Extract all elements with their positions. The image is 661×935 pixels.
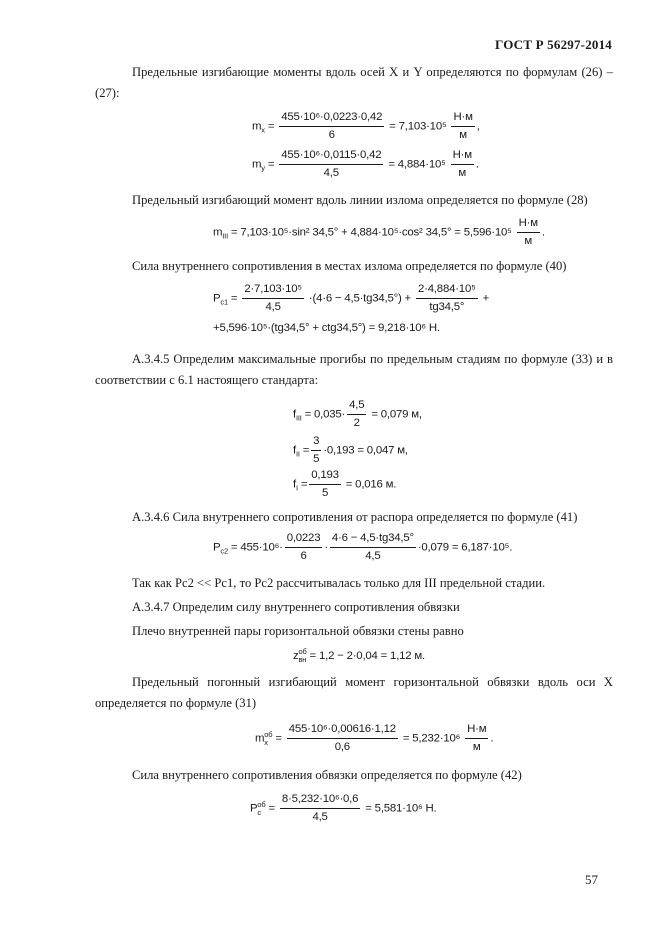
fraction-numerator: 0,193 xyxy=(309,468,341,485)
formula-expression: = 7,103·10⁵·sin² 34,5° + 4,884·10⁵·cos² 34,5° = 5,596·10⁵ xyxy=(230,226,512,239)
formula-prefix: = xyxy=(300,478,308,491)
unit-fraction xyxy=(451,110,474,143)
page-number: 57 xyxy=(585,872,598,887)
formula-index xyxy=(257,801,265,817)
formula-f3 xyxy=(293,398,422,431)
unit-fraction xyxy=(465,722,488,755)
fraction-denominator: 0,6 xyxy=(334,741,350,753)
fraction xyxy=(347,398,366,431)
formula-index xyxy=(264,731,272,747)
paragraph-strapping-resistance: Сила внутреннего сопротивления обвязки определяется по формуле (42) xyxy=(132,768,522,782)
formula-lhs: m xyxy=(252,158,262,171)
paragraph-moments-xy: Предельные изгибающие моменты вдоль осей X и Y определяются по формулам (26) – (27): xyxy=(95,65,613,100)
fraction-numerator: 4·6 − 4,5·tg34,5° xyxy=(330,531,416,548)
formula-result: = 5,232·10⁶ xyxy=(402,732,461,745)
fraction xyxy=(279,110,384,143)
formula-pc-ob: P об c = $\frac{\text{8·5,232·10⁶·0,6}}{4,5}$ = 5,581·10⁶ Н. xyxy=(250,793,437,823)
paragraph-running-moment: Предельный погонный изгибающий момент горизонтальной обвязки вдоль оси X определяется по формуле (31) xyxy=(95,675,613,710)
formula-subscript: III xyxy=(295,413,302,423)
fraction xyxy=(242,282,304,315)
formula-result: ·0,193 = 0,047 м, xyxy=(323,444,408,457)
unit-numerator: Н·м xyxy=(451,110,474,127)
formula-my: $m_y$ = $\frac{\text{455·10⁶·0,0115·0,42}}{4,5}$ = 4,884·10⁵ $\frac{Н\cdot м}{м}$ . xyxy=(252,149,479,179)
formula-lhs: m xyxy=(255,732,265,745)
formula-superscript: об xyxy=(257,799,266,809)
fraction xyxy=(311,434,321,467)
fraction-denominator: 4,5 xyxy=(365,550,381,562)
fraction-numerator: 3 xyxy=(311,434,321,451)
unit-numerator: Н·м xyxy=(451,148,474,165)
formula-mx-ob: m об x = $\frac{\text{455·10⁶·0,00616·1,12}}{0,6}$ = 5,232·10⁶ $\frac{Н\cdot м}{м}$ . xyxy=(255,723,494,753)
formula-prefix: = 0,035· xyxy=(304,408,346,421)
unit-fraction xyxy=(517,216,540,249)
formula-f1 xyxy=(293,468,396,501)
fraction xyxy=(280,792,360,825)
formula-subscript: c1 xyxy=(220,297,228,307)
formula-mx: $m_x$ = $\frac{\text{455·10⁶·0,0223·0,42}}{6}$ = 7,103·10⁵ $\frac{Н\cdot м}{м}$ , xyxy=(252,111,480,141)
formula-subscript: II xyxy=(295,449,300,459)
formula-expression: = 1,2 − 2·0,04 = 1,12 м. xyxy=(309,650,425,663)
formula-f2 xyxy=(293,434,408,467)
paragraph-thrust: А.3.4.6 Сила внутреннего сопротивления от распора определяется по формуле (41) xyxy=(132,510,578,524)
unit-denominator: м xyxy=(524,235,533,247)
fraction-denominator: 4,5 xyxy=(323,167,339,179)
formula-end: . xyxy=(490,732,494,745)
formula-subscript: I xyxy=(295,483,298,493)
fraction xyxy=(285,531,323,564)
formula-pc1-line2: +5,596·10⁵·(tg34,5° + ctg34,5°) = 9,218·10⁶ Н. xyxy=(213,322,440,334)
formula-subscript: вн xyxy=(298,655,307,664)
formula-result: = 4,884·10⁵ xyxy=(388,158,446,171)
unit-numerator: Н·м xyxy=(465,722,488,739)
formula-result: = 0,016 м. xyxy=(345,478,397,491)
formula-pc2: $P_{c2} = 455\cdot 10^6\cdot$ $\frac{0,0223}{6}$ · $\frac{4\cdot 6 - 4,5\cdot tg34,5^\circ}{4,5}$ ·0,079 = 6,187·10⁵. xyxy=(213,532,513,562)
formula-subscript: c xyxy=(257,807,261,817)
fraction xyxy=(287,722,398,755)
formula-end: + xyxy=(482,292,490,305)
document-header: ГОСТ Р 56297-2014 xyxy=(495,37,612,52)
formula-z xyxy=(293,648,425,664)
paragraph-note-pc2: Так как Pc2 << Pc1, то Pc2 рассчитывалась только для III предельной стадии. xyxy=(132,576,546,590)
formula-end: . xyxy=(475,158,479,171)
fraction-denominator: 2 xyxy=(353,417,360,429)
formula-m3 xyxy=(213,216,545,249)
fraction xyxy=(279,148,383,181)
formula-lhs: f xyxy=(293,444,296,457)
fraction-denominator: 6 xyxy=(300,550,307,562)
formula-subscript: III xyxy=(222,231,228,241)
fraction-numerator: 455·10⁶·0,0223·0,42 xyxy=(279,110,384,127)
fraction-numerator: 2·7,103·10⁵ xyxy=(242,282,304,299)
fraction xyxy=(309,468,341,501)
formula-result: ·0,079 = 6,187·10⁵. xyxy=(417,541,513,554)
formula-lhs: P xyxy=(250,802,258,815)
formula-end: . xyxy=(541,226,545,239)
formula-result: = 0,079 м, xyxy=(371,408,422,421)
paragraph-deflections: А.3.4.5 Определим максимальные прогибы по предельным стадиям по формуле (33) и в соответствии с 6.1 настоящего стандарта: xyxy=(95,352,613,387)
fraction-numerator: 4,5 xyxy=(347,398,366,415)
formula-superscript: об xyxy=(298,647,307,656)
fraction xyxy=(330,531,416,564)
formula-result: = 7,103·10⁵ xyxy=(389,120,447,133)
formula-pc1: $P_{c1}$ = $\frac{\text{2·7,103·10⁵}}{4,5}$ ·(4·6 − 4,5·tg34,5°) + $\frac{\text{2·4,884·10⁵}}{tg34,5^\circ}$ + xyxy=(213,283,490,313)
formula-superscript: об xyxy=(264,729,273,739)
formula-result: = 5,581·10⁶ Н. xyxy=(365,802,437,815)
paragraph-moment-break-line: Предельный изгибающий момент вдоль линии излома определяется по формуле (28) xyxy=(132,193,588,207)
fraction-denominator: 5 xyxy=(321,487,329,499)
paragraph-lever-arm: Плечо внутренней пары горизонтальной обвязки стены равно xyxy=(132,624,464,638)
formula-lhs: z xyxy=(293,650,299,663)
fraction-denominator: tg34,5° xyxy=(429,301,465,313)
fraction-numerator: 0,0223 xyxy=(285,531,323,548)
formula-lhs: f xyxy=(293,478,296,491)
formula-lhs: m xyxy=(213,226,223,239)
fraction-denominator: 4,5 xyxy=(265,301,281,313)
formula-subscript: c2 xyxy=(220,546,228,556)
fraction-numerator: 8·5,232·10⁶·0,6 xyxy=(280,792,360,809)
formula-lhs: m xyxy=(252,120,262,133)
formula-lhs: P xyxy=(213,292,221,305)
fraction-numerator: 2·4,884·10⁵ xyxy=(416,282,478,299)
fraction-denominator: 5 xyxy=(313,453,320,465)
unit-denominator: м xyxy=(472,741,481,753)
formula-index xyxy=(299,648,307,664)
paragraph-strapping: А.3.4.7 Определим силу внутреннего сопротивления обвязки xyxy=(132,600,460,614)
paragraph-resistance-break: Сила внутреннего сопротивления в местах излома определяется по формуле (40) xyxy=(132,259,567,273)
unit-denominator: м xyxy=(458,167,467,179)
unit-numerator: Н·м xyxy=(517,216,540,233)
formula-end: , xyxy=(476,120,480,133)
unit-fraction xyxy=(451,148,474,181)
formula-lhs: f xyxy=(293,408,296,421)
formula-subscript: x xyxy=(264,737,268,747)
fraction-numerator: 455·10⁶·0,0115·0,42 xyxy=(279,148,383,165)
formula-prefix: = xyxy=(302,444,310,457)
formula-middle: ·(4·6 − 4,5·tg34,5°) + xyxy=(308,292,412,305)
fraction xyxy=(416,282,478,315)
formula-prefix: = 455·10⁶· xyxy=(230,541,283,554)
formula-lhs: P xyxy=(213,541,221,554)
fraction-denominator: 6 xyxy=(328,129,335,141)
fraction-numerator: 455·10⁶·0,00616·1,12 xyxy=(287,722,398,739)
unit-denominator: м xyxy=(459,129,467,141)
formula-subscript: y xyxy=(261,163,265,173)
formula-subscript: x xyxy=(261,125,265,135)
fraction-denominator: 4,5 xyxy=(312,811,328,823)
